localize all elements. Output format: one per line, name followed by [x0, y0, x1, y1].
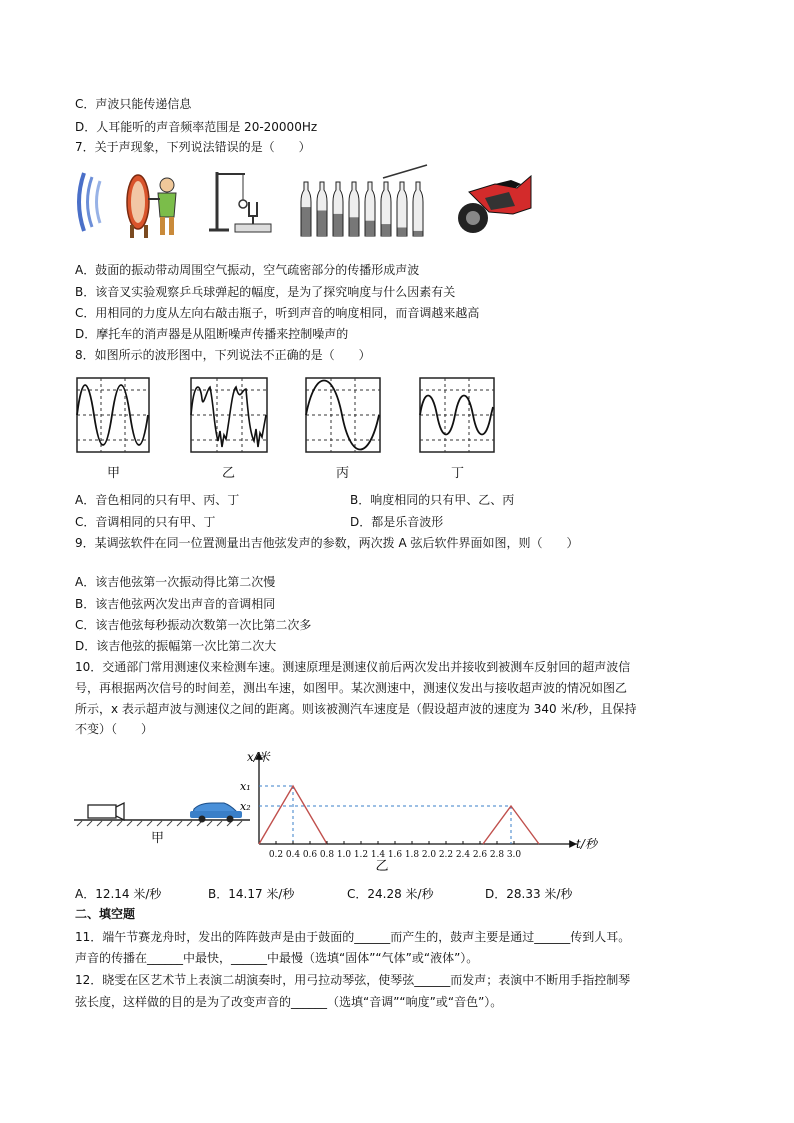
x-tick-label: 2.0 [421, 850, 437, 860]
x-tick-label: 2.8 [489, 850, 505, 860]
q10-stem-line-4: 不变）（ ） [75, 722, 154, 736]
x2-guide-lines [259, 806, 511, 844]
waveform-bing [305, 377, 381, 453]
bottle [397, 182, 407, 236]
q9-stem: 9．某调弦软件在同一位置测量出吉他弦发声的参数，两次拨 A 弦后软件界面如图，则（ ） [75, 536, 579, 550]
q9-option-b: B．该吉他弦两次发出声音的音调相同 [75, 597, 276, 611]
bottle [365, 182, 375, 236]
q10-option-d: D．28.33 米/秒 [485, 887, 573, 901]
x-tick-label: 1.2 [353, 850, 369, 860]
x-tick-label: 2.2 [438, 850, 454, 860]
y-axis-label: x/米 [247, 750, 270, 764]
bottle [301, 182, 311, 236]
q10-stem-line-3: 所示，x 表示超声波与测速仪之间的距离。则该被测汽车速度是（假设超声波的速度为 340 米/秒，且保持 [75, 702, 637, 716]
waveform-jia [76, 377, 150, 453]
q9-option-d: D．该吉他弦的振幅第一次比第二次大 [75, 639, 277, 653]
q12-line-2: 弦长度，这样做的目的是为了改变声音的______（选填“音调”“响度”或“音色”）。 [75, 995, 503, 1009]
q9-option-a: A．该吉他弦第一次振动得比第二次慢 [75, 575, 276, 589]
bottle [381, 182, 391, 236]
q7-option-c: C．用相同的力度从左向右敲击瓶子，听到声音的响度相同，而音调越来越高 [75, 306, 480, 320]
q8-stem: 8．如图所示的波形图中，下列说法不正确的是（ ） [75, 348, 371, 362]
waveform-label-yi: 乙 [222, 466, 236, 481]
x-tick-label: 2.6 [472, 850, 488, 860]
x-tick-label: 3.0 [506, 850, 522, 860]
q9-option-c: C．该吉他弦每秒振动次数第一次比第二次多 [75, 618, 312, 632]
waveform-label-bing: 丙 [336, 466, 350, 481]
waveform-ding [419, 377, 495, 453]
bottle [317, 182, 327, 236]
q10-option-a: A．12.14 米/秒 [75, 887, 162, 901]
q6-option-c: C．声波只能传递信息 [75, 97, 192, 111]
q8-option-c: C．音调相同的只有甲、丁 [75, 515, 216, 529]
x-tick-label: 0.8 [319, 850, 335, 860]
motorcycle-figure [455, 162, 535, 240]
x-tick-label: 0.4 [285, 850, 301, 860]
q8-option-d: D．都是乐音波形 [350, 515, 444, 529]
drum-figure [70, 165, 185, 240]
q7-stem: 7．关于声现象，下列说法错误的是（ ） [75, 140, 311, 154]
q10-stem-line-2: 号，再根据两次信号的时间差，测出车速，如图甲。某次测速中，测速仪发出与接收超声波的情况如图乙 [75, 681, 628, 695]
q11-line-2: 声音的传播在______中最快，______中最慢（选填“固体”“气体”或“液体”）。 [75, 951, 479, 965]
q11-line-1: 11．端午节赛龙舟时，发出的阵阵鼓声是由于鼓面的______而产生的，鼓声主要是通过______传到人耳。 [75, 930, 631, 944]
sound-wave-arcs [79, 173, 100, 231]
x-tick-label: 2.4 [455, 850, 471, 860]
q10-option-b: B．14.17 米/秒 [208, 887, 295, 901]
xt-graph [232, 746, 612, 876]
x-tick-label: 1.4 [370, 850, 386, 860]
section-heading-fill-in: 二、填空题 [75, 907, 136, 921]
q10-stem-line-1: 10．交通部门常用测速仪来检测车速。测速原理是测速仪前后两次发出并接收到被测车反射回的超声波信 [75, 660, 631, 674]
bottle [333, 182, 343, 236]
x-tick-label: 1.6 [387, 850, 403, 860]
tuning-fork-figure [203, 162, 278, 240]
q7-option-d: D．摩托车的消声器是从阻断噪声传播来控制噪声的 [75, 327, 349, 341]
figure-label-jia: 甲 [151, 831, 165, 846]
bottles-figure [295, 162, 435, 240]
q12-line-1: 12．晓雯在区艺术节上表演二胡演奏时，用弓拉动琴弦，使琴弦______而发声；表演中不断用手指控制琴 [75, 973, 631, 987]
x-tick-label: 1.8 [404, 850, 420, 860]
bottle [349, 182, 359, 236]
q7-option-a: A．鼓面的振动带动周围空气振动，空气疏密部分的传播形成声波 [75, 263, 420, 277]
bottle [413, 182, 423, 236]
x2-label: x₂ [240, 800, 251, 813]
x-axis-label: t/秒 [576, 837, 597, 851]
q8-option-a: A．音色相同的只有甲、丙、丁 [75, 493, 240, 507]
q10-option-c: C．24.28 米/秒 [347, 887, 434, 901]
x-tick-label: 0.6 [302, 850, 318, 860]
waveform-label-jia: 甲 [107, 466, 121, 481]
x-tick-label: 0.2 [268, 850, 284, 860]
q7-option-b: B．该音叉实验观察乒乓球弹起的幅度，是为了探究响度与什么因素有关 [75, 285, 456, 299]
figure-label-yi: 乙 [375, 859, 389, 874]
q8-option-b: B．响度相同的只有甲、乙、丙 [350, 493, 515, 507]
waveform-label-ding: 丁 [451, 466, 465, 481]
waveform-yi [190, 377, 268, 453]
x-tick-label: 1.0 [336, 850, 352, 860]
q6-option-d: D．人耳能听的声音频率范围是 20-20000Hz [75, 120, 318, 134]
x1-label: x₁ [240, 780, 251, 793]
